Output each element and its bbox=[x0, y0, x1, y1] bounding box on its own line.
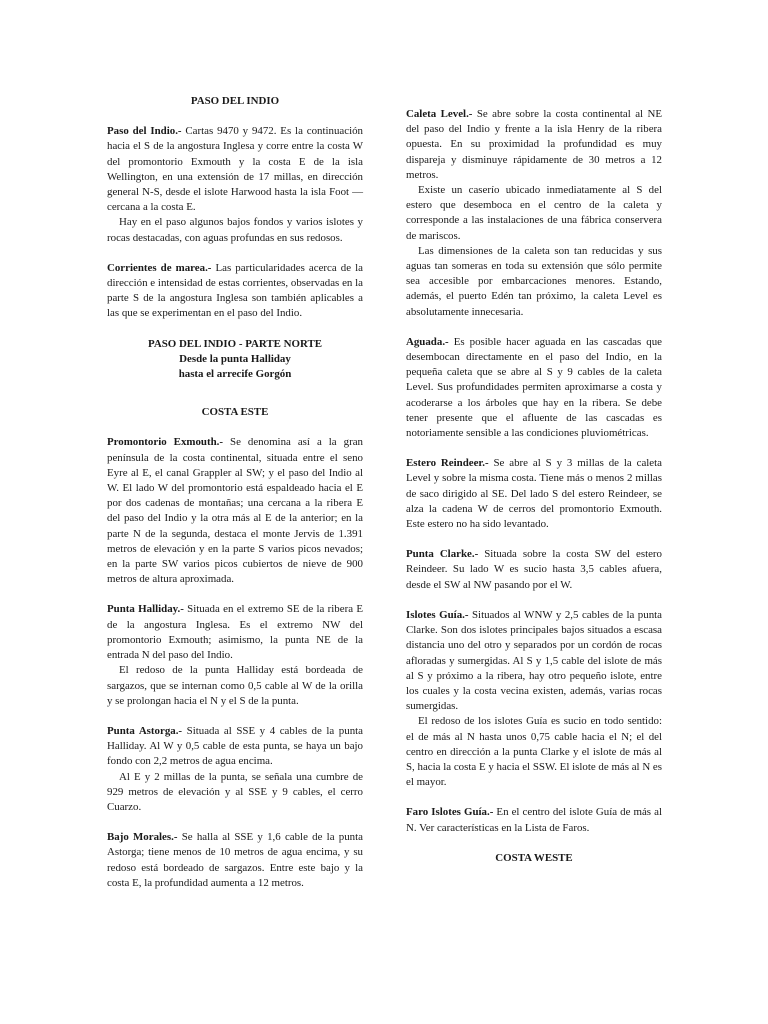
paragraph-exmouth: Promontorio Exmouth.- Se denomina así a la gran península de la costa continental, situada entre el seno Eyre al E, el canal Grappler al SW; y el paso del Indio al W. El lado W del promontorio está espaldeado hacia el E por dos cadenas de montañas; una cercana a la ribera E del paso del Indio y la otra más al E de la anterior; en la parte N de la segunda, destaca el monte Jervis de 1.391 metros de elevación y en la parte S varios picos nevados; en la parte SW varios picos cubiertos de nieve de 900 metros de altura aproximada. bbox=[107, 436, 363, 586]
term-faro: Faro Islotes Guía.- bbox=[406, 806, 494, 819]
term-clarke: Punta Clarke.- bbox=[406, 548, 479, 561]
paragraph-faro: Faro Islotes Guía.- En el centro del islote Guía de más al N. Ver características en la Lista de Faros. bbox=[406, 806, 662, 834]
paragraph-islotes-guia-2: El redoso de los islotes Guía es sucio en todo sentido: el de más al N hasta unos 0,75 cable hacia el N; el del centro en dirección a la punta Clarke y el islote de más al S, hacia la costa E y hacia el SSW. El islote de más al N es el mayor. bbox=[406, 715, 662, 789]
paragraph-caleta-level-2: Existe un caserío ubicado inmediatamente al S del estero que desemboca en el centro de la caleta y corresponde a las instalaciones de una fábrica conservera de mariscos. bbox=[406, 184, 662, 242]
paragraph-paso-del-indio: Paso del Indio.- Cartas 9470 y 9472. Es la continuación hacia el S de la angostura Inglesa y corre entre la costa W del promontorio Exmouth y la costa E de la isla Wellington, en una extensión de 17 millas, en dirección general N-S, desde el islote Harwood hasta la isla Foot —cercana a la costa E. bbox=[107, 125, 363, 214]
paragraph-aguada: Aguada.- Es posible hacer aguada en las cascadas que desembocan directamente en el paso del Indio, en la pequeña caleta que se abre al S y 9 cables de la caleta Level. Sus profundidades permiten aproximarse a costa y acoderarse a los árboles que hay en la ribera. Se debe tener presente que el afluente de las cascadas es notoriamente sensible a las condiciones pluviométricas. bbox=[406, 335, 662, 440]
term-aguada: Aguada.- bbox=[406, 335, 449, 348]
paragraph-caleta-level-3: Las dimensiones de la caleta son tan reducidas y sus aguas tan someras en toda su extensión que sólo permite sea accesible por embarcaciones menores. Estando, además, el puerto Edén tan próximo, la caleta Level es absolutamente innecesaria. bbox=[406, 244, 662, 318]
term-halliday: Punta Halliday.- bbox=[107, 603, 184, 616]
paragraph-halliday: Punta Halliday.- Situada en el extremo SE de la ribera E de la angostura Inglesa. Es el extremo NW del promontorio Exmouth; asimismo, la punta NE de la entrada N del paso del Indio. bbox=[107, 603, 364, 662]
paragraph-astorga-2: Al E y 2 millas de la punta, se señala una cumbre de 929 metros de elevación y al SSE y 9 cables, el cerro Cuarzo. bbox=[107, 770, 363, 813]
term-caleta-level: Caleta Level.- bbox=[406, 108, 473, 120]
left-column bbox=[107, 94, 363, 891]
right-column bbox=[406, 107, 662, 866]
heading-costa-este: COSTA ESTE bbox=[201, 406, 269, 419]
section-title-line-2: Desde la punta Halliday bbox=[179, 352, 291, 365]
heading-costa-weste: COSTA WESTE bbox=[495, 851, 573, 864]
term-astorga: Punta Astorga.- bbox=[107, 724, 183, 737]
term-exmouth: Promontorio Exmouth.- bbox=[107, 436, 224, 449]
paragraph-reindeer: Estero Reindeer.- Se abre al S y 3 millas de la caleta Level y sobre la misma costa. Tiene más o menos 2 millas de saco dirigido al SE. Del lado S del estero Reindeer, se alza la cadena W de cerros del promontorio Exmouth. Este estero no ha sido levantado. bbox=[406, 457, 662, 531]
paragraph-paso-del-indio-2: Hay en el paso algunos bajos fondos y varios islotes y rocas destacadas, con aguas profundas en sus redosos. bbox=[107, 216, 363, 244]
heading-paso-del-indio: PASO DEL INDIO bbox=[190, 95, 280, 107]
section-title-line-3: hasta el arrecife Gorgón bbox=[178, 368, 292, 381]
term-islotes-guia: Islotes Guía.- bbox=[406, 608, 469, 621]
paragraph-caleta-level: Caleta Level.- Se abre sobre la costa continental al NE del paso del Indio y frente a la isla Henry de la ribera opuesta. En su proximidad la profundidad es muy dispareja y disminuye rápidamente de 30 metros a 12 metros. bbox=[406, 108, 663, 181]
paragraph-morales: Bajo Morales.- Se halla al SSE y 1,6 cable de la punta Astorga; tiene menos de 10 metros de agua encima, y su redoso está bordeado de sargazos. Entre este bajo y la costa E, la profundidad aumenta a 12 metros. bbox=[107, 831, 363, 889]
term-corrientes: Corrientes de marea.- bbox=[107, 261, 212, 274]
term-morales: Bajo Morales.- bbox=[107, 831, 178, 844]
paragraph-corrientes: Corrientes de marea.- Las particularidades acerca de la dirección e intensidad de estas corrientes, observadas en la parte S de la angostura Inglesa son también aplicables a las que se experimentan en el paso del Indio. bbox=[107, 261, 363, 320]
paragraph-halliday-2: El redoso de la punta Halliday está bordeada de sargazos, que se internan como 0,5 cable al W de la orilla y se prolongan hacia el N y el S de la punta. bbox=[107, 664, 363, 707]
term-paso-del-indio: Paso del Indio.- bbox=[107, 125, 182, 138]
paragraph-astorga: Punta Astorga.- Situada al SSE y 4 cables de la punta Halliday. Al W y 0,5 cable de esta punta, se haya un bajo fondo con 2,2 metros de agua encima. bbox=[107, 724, 364, 768]
term-reindeer: Estero Reindeer.- bbox=[406, 457, 489, 470]
paragraph-clarke: Punta Clarke.- Situada sobre la costa SW del estero Reindeer. Su lado W es sucio hasta 3,5 cables afuera, desde el SW al NW pasando por el W. bbox=[406, 548, 662, 591]
paragraph-islotes-guia: Islotes Guía.- Situados al WNW y 2,5 cables de la punta Clarke. Son dos islotes principales bajos situados a escasa distancia uno del otro y separados por un cordón de rocas afloradas y sumergidas. Al S y 1,5 cable del islote de más al S y próximo a la ribera, hay otro pequeño islote, entre los cuales y la costa vecina existen, además, varias rocas sumergidas. bbox=[406, 608, 663, 713]
section-title-line-1: PASO DEL INDIO - PARTE NORTE bbox=[147, 337, 322, 350]
